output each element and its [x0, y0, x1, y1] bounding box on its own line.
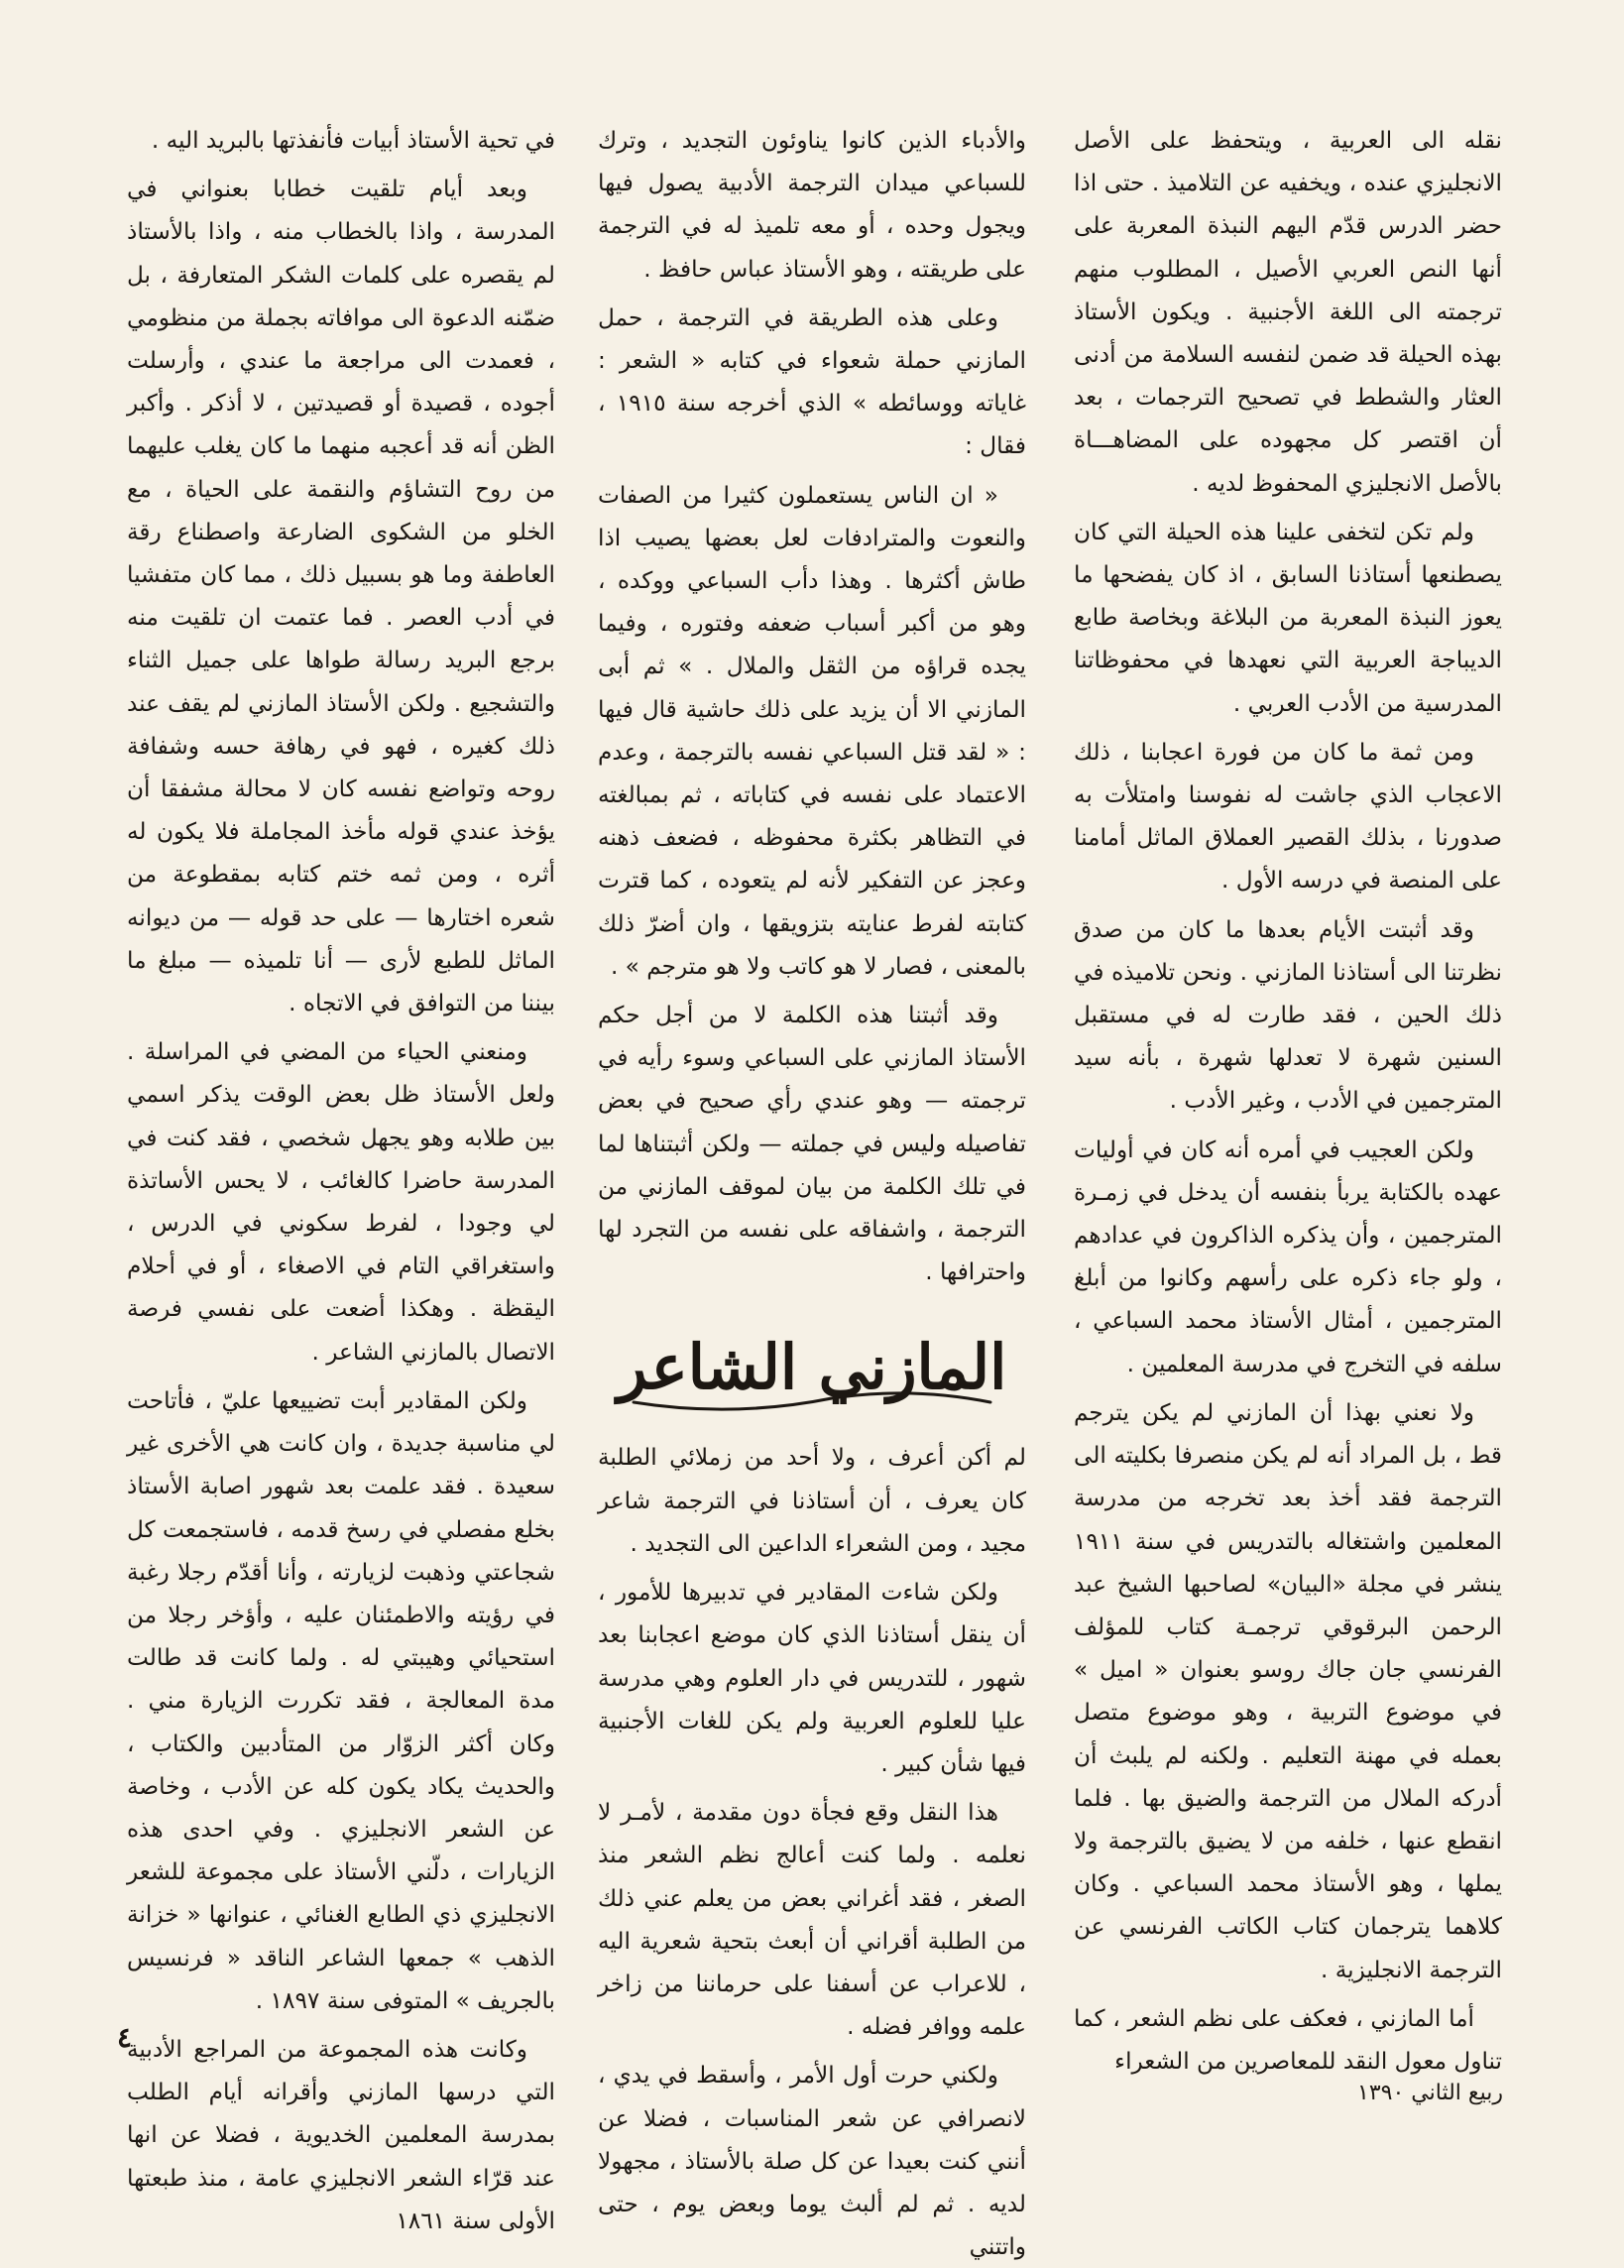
section-heading [598, 1307, 1026, 1426]
paragraph: وبعد أيام تلقيت خطابا بعنواني في المدرسة ، واذا بالخطاب منه ، واذا بالأستاذ لم يقصره على كلمات الشكر المتعارفة ، بل ضمّنه الدعوة الى موافاته بجملة من منظومي ، فعمدت الى مراجعة ما عندي ، وأرسلت أجوده ، قصيدة أو قصيدتين ، لا أذكر . وأكبر الظن أنه قد أعجبه منهما ما كان يغلب عليهما من روح التشاؤم والنقمة على الحياة ، مع الخلو من الشكوى الضارعة واصطناع رقة العاطفة وما هو بسبيل ذلك ، مما كان متفشيا في أدب العصر . فما عتمت ان تلقيت منه برجع البريد رسالة طواها على جميل الثناء والتشجيع . ولكن الأستاذ المازني لم يقف عند ذلك كغيره ، فهو في رهافة حسه وشفافة روحه وتواضع نفسه كان لا محالة مشفقا أن يؤخذ عندي قوله مأخذ المجاملة فلا يكون له أثره ، ومن ثمه ختم كتابه بمقطوعة من شعره اختارها — على حد قوله — من ديوانه الماثل للطبع لأرى — أنا تلميذه — مبلغ ما بيننا من التوافق في الاتجاه . [127, 176, 555, 1017]
paragraph: وقد أثبتنا هذه الكلمة لا من أجل حكم الأستاذ المازني على السباعي وسوء رأيه في ترجمته — وهو عندي رأي صحيح في بعض تفاصيله وليس في جملته — ولكن أثبتناها لما في تلك الكلمة من بيان لموقف المازني من الترجمة ، واشفاقه على نفسه من التجرد لها واحترافها . [598, 1002, 1026, 1286]
paragraph: ومن ثمة ما كان من فورة اعجابنا ، ذلك الاعجاب الذي جاشت له نفوسنا وامتلأت به صدورنا ، بذلك القصير العملاق الماثل أمامنا على المنصة في درسه الأول . [1074, 738, 1502, 895]
paragraph: ولكن شاءت المقادير في تدبيرها للأمور ، أن ينقل أستاذنا الذي كان موضع اعجابنا بعد شهور ، للتدريس في دار العلوم وهي مدرسة عليا للعلوم العربية ولم يكن للغات الأجنبية فيها شأن كبير . [598, 1579, 1026, 1777]
paragraph: هذا النقل وقع فجأة دون مقدمة ، لأمـر لا نعلمه . ولما كنت أعالج نظم الشعر منذ الصغر ، فقد أغراني بعض من يعلم عني ذلك من الطلبة أقراني أن أبعث بتحية شعرية اليه ، للاعراب عن أسفنا على حرماننا من زاخر علمه ووافر فضله . [598, 1799, 1026, 2041]
paragraph: وعلى هذه الطريقة في الترجمة ، حمل المازني حملة شعواء في كتابه « الشعر : غاياته ووسائطه » الذي أخرجه سنة ١٩١٥ ، فقال : [598, 303, 1026, 460]
paragraph: لم أكن أعرف ، ولا أحد من زملائي الطلبة كان يعرف ، أن أستاذنا في الترجمة شاعر مجيد ، ومن الشعراء الداعين الى التجديد . [598, 1444, 1026, 1557]
paragraph: في تحية الأستاذ أبيات فأنفذتها بالبريد اليه . [151, 127, 555, 154]
paragraph: وكانت هذه المجموعة من المراجع الأدبية التي درسها المازني وأقرانه أيام الطلب بمدرسة المعلمين الخديوية ، فضلا عن انها عند قرّاء الشعر الانجليزي عامة ، منذ طبعتها الأولى سنة ١٨٦١ [127, 2035, 555, 2234]
text-column-left [127, 119, 555, 2242]
page-number: ٤ [117, 2021, 133, 2054]
paragraph: وقد أثبتت الأيام بعدها ما كان من صدق نظرتنا الى أستاذنا المازني . ونحن تلاميذه في ذلك الحين ، فقد طارت له في مستقبل السنين شهرة لا تعدلها شهرة ، بأنه سيد المترجمين في الأدب ، وغير الأدب . [1074, 915, 1502, 1115]
paragraph: أما المازني ، فعكف على نظم الشعر ، كما تناول معول النقد للمعاصرين من الشعراء [1074, 2004, 1502, 2075]
paragraph: ومنعني الحياء من المضي في المراسلة . ولعل الأستاذ ظل بعض الوقت يذكر اسمي بين طلابه وهو يجهل شخصي ، فقد كنت في المدرسة حاضرا كالغائب ، لا يحس الأساتذة لي وجودا ، لفرط سكوني في الدرس ، واستغراقي التام في الاصغاء ، أو في أحلام اليقظة . وهكذا أضعت على نفسي فرصة الاتصال بالمازني الشاعر . [127, 1038, 555, 1366]
paragraph: ولم تكن لتخفى علينا هذه الحيلة التي كان يصطنعها أستاذنا السابق ، اذ كان يفضحها ما يعوز النبذة المعربة من البلاغة وبخاصة طابع الديباجة العربية التي نعهدها في محفوظاتنا المدرسية من الأدب العربي . [1074, 518, 1502, 717]
paragraph: ولكن العجيب في أمره أنه كان في أوليات عهده بالكتابة يربأ بنفسه أن يدخل في زمـرة المترجمين ، وأن يذكره الذاكرون في عدادهم ، ولو جاء ذكره على رأسهم وكانوا من أبلغ المترجمين ، أمثال الأستاذ محمد السباعي ، سلفه في التخرج في مدرسة المعلمين . [1074, 1135, 1502, 1377]
paragraph: « ان الناس يستعملون كثيرا من الصفات والنعوت والمترادفات لعل بعضها يصيب اذا طاش أكثرها . وهذا دأب السباعي ووكده ، وهو من أكبر أسباب ضعفه وفتوره ، وفيما يجده قراؤه من الثقل والملال . » ثم أبى المازني الا أن يزيد على ذلك حاشية قال فيها : « لقد قتل السباعي نفسه بالترجمة ، وعدم الاعتماد على نفسه في كتاباته ، ثم بمبالغته في التظاهر بكثرة محفوظه ، فضعف ذهنه وعجز عن التفكير لأنه لم يتعوده ، كما قترت كتابته لفرط عنايته بتزويقها ، وان أضرّ ذلك بالمعنى ، فصار لا هو كاتب ولا هو مترجم » . [598, 481, 1026, 980]
paragraph: ولا نعني بهذا أن المازني لم يكن يترجم قط ، بل المراد أنه لم يكن منصرفا بكليته الى الترجمة فقد أخذ بعد تخرجه من مدرسة المعلمين واشتغاله بالتدريس في سنة ١٩١١ ينشر في مجلة «البيان» لصاحبها الشيخ عبد الرحمن البرقوقي ترجمـة كتاب للمؤلف الفرنسي جان جاك روسو بعنوان « اميل » في موضوع التربية ، وهو موضوع متصل بعمله في مهنة التعليم . ولكنه لم يلبث أن أدركه الملال من الترجمة والضيق بها . فلما انقطع عنها ، خلفه من لا يضيق بالترجمة ولا يملها ، وهو الأستاذ محمد السباعي . وكان كلاهما يترجمان كتاب الكاتب الفرنسي عن الترجمة الانجليزية . [1074, 1398, 1502, 1983]
paragraph: ولكن المقادير أبت تضييعها عليّ ، فأتاحت لي مناسبة جديدة ، وان كانت هي الأخرى غير سعيدة . فقد علمت بعد شهور اصابة الأستاذ بخلع مفصلي في رسخ قدمه ، فاستجمعت كل شجاعتي وذهبت لزيارته ، وأنا أقدّم رجلا رغبة في رؤيته والاطمئنان عليه ، وأؤخر رجلا من استحيائي وهيبتي له . ولما كانت قد طالت مدة المعالجة ، فقد تكررت الزيارة مني . وكان أكثر الزوّار من المتأدبين والكتاب ، والحديث يكاد يكون كله عن الأدب ، وخاصة عن الشعر الانجليزي . وفي احدى هذه الزيارات ، دلّني الأستاذ على مجموعة للشعر الانجليزي ذي الطابع الغنائي ، عنوانها « خزانة الذهب » جمعها الشاعر الناقد « فرنسيس بالجريف » المتوفى سنة ١٨٩٧ . [127, 1386, 555, 2014]
text-column-right [1074, 119, 1502, 2083]
heading-text: المازني الشاعر [617, 1331, 1007, 1404]
issue-date: ربيع الثاني ١٣٩٠ [1357, 2081, 1503, 2105]
text-column-middle [598, 119, 1026, 2268]
paragraph: ولكني حرت أول الأمر ، وأسقط في يدي ، لانصرافي عن شعر المناسبات ، فضلا عن أنني كنت بعيدا عن كل صلة بالأستاذ ، مجهولا لديه . ثم لم ألبث يوما وبعض يوم ، حتى واتتني [598, 2062, 1026, 2261]
calligraphic-heading [614, 1307, 1010, 1426]
paragraph: نقله الى العربية ، ويتحفظ على الأصل الانجليزي عنده ، ويخفيه عن التلاميذ . حتى اذا حضر الدرس قدّم اليهم النبذة المعربة على أنها النص العربي الأصيل ، المطلوب منهم ترجمته الى اللغة الأجنبية . ويكون الأستاذ بهذه الحيلة قد ضمن لنفسه السلامة من أدنى العثار والشطط في تصحيح الترجمات ، بعد أن اقتصر كل مجهوده على المضاهـــاة بالأصل الانجليزي المحفوظ لديه . [1074, 127, 1502, 497]
paragraph: والأدباء الذين كانوا يناوئون التجديد ، وترك للسباعي ميدان الترجمة الأدبية يصول فيها ويجول وحده ، أو معه تلميذ له في الترجمة على طريقته ، وهو الأستاذ عباس حافظ . [598, 127, 1026, 283]
